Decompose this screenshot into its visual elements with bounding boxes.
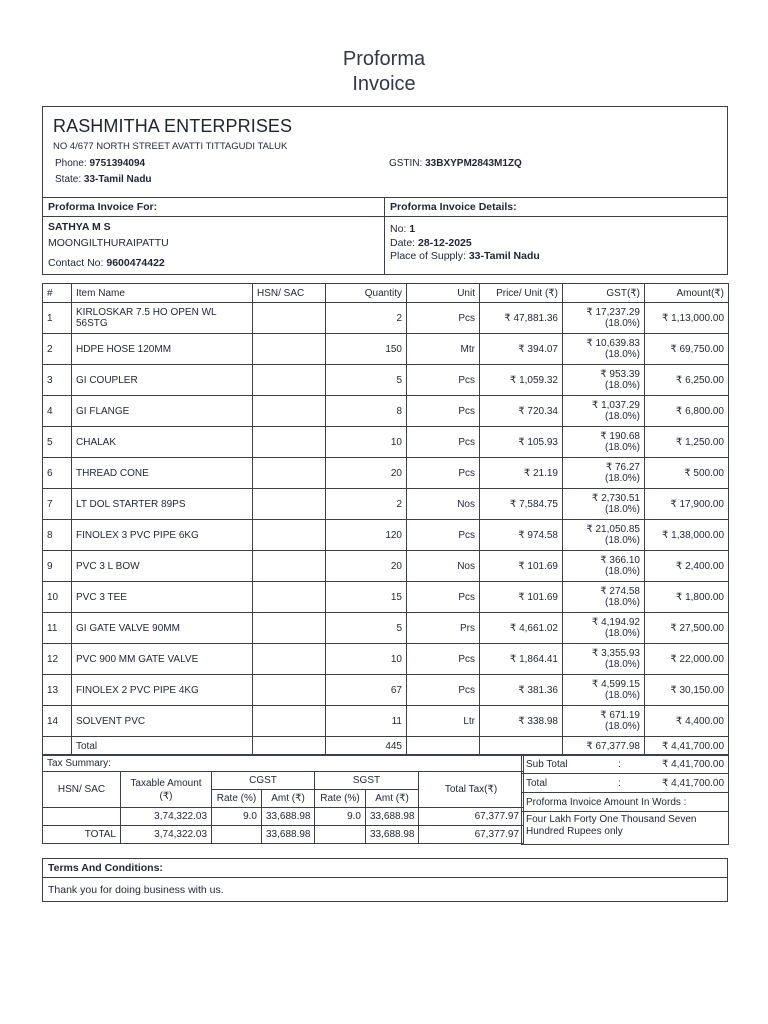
item-index: 4	[43, 396, 72, 427]
item-unit: Nos	[407, 551, 480, 582]
item-unit: Mtr	[407, 334, 480, 365]
subtotal-row	[522, 755, 729, 774]
item-gst-rate: (18.0%)	[604, 318, 640, 329]
item-amount: ₹ 1,38,000.00	[645, 520, 729, 551]
phone-label: Phone:	[55, 158, 87, 169]
tax-summary-table	[42, 754, 524, 844]
item-unit: Prs	[407, 613, 480, 644]
item-quantity: 2	[326, 303, 407, 334]
table-row	[43, 458, 729, 489]
item-amount: ₹ 2,400.00	[645, 551, 729, 582]
item-gst-rate: (18.0%)	[604, 535, 640, 546]
item-name: GI FLANGE	[72, 396, 253, 427]
item-gst-value: ₹ 2,730.51	[591, 493, 640, 504]
item-quantity: 11	[326, 706, 407, 737]
item-price: ₹ 21.19	[480, 458, 563, 489]
col-item-name: Item Name	[72, 284, 253, 303]
item-name: PVC 3 L BOW	[72, 551, 253, 582]
item-name: FINOLEX 2 PVC PIPE 4KG	[72, 675, 253, 706]
item-gst-rate: (18.0%)	[604, 721, 640, 732]
item-hsn	[253, 520, 326, 551]
item-gst-rate: (18.0%)	[604, 380, 640, 391]
item-amount: ₹ 1,800.00	[645, 582, 729, 613]
items-body	[43, 303, 729, 737]
tax-summary-heading: Tax Summary:	[43, 755, 524, 772]
company-address: NO 4/677 NORTH STREET AVATTI TITTAGUDI TALUK	[53, 141, 288, 152]
item-hsn	[253, 489, 326, 520]
item-index: 7	[43, 489, 72, 520]
item-quantity: 2	[326, 489, 407, 520]
item-price: ₹ 394.07	[480, 334, 563, 365]
item-amount: ₹ 500.00	[645, 458, 729, 489]
col-index: #	[43, 284, 72, 303]
item-amount: ₹ 17,900.00	[645, 489, 729, 520]
item-gst	[563, 458, 645, 489]
tax-total-sgst-rate	[315, 826, 366, 844]
item-gst-value: ₹ 21,050.85	[586, 524, 640, 535]
item-quantity: 20	[326, 458, 407, 489]
item-hsn	[253, 458, 326, 489]
item-quantity: 5	[326, 365, 407, 396]
grand-total-sep: :	[602, 774, 638, 793]
item-gst-rate: (18.0%)	[604, 597, 640, 608]
item-gst-value: ₹ 1,037.29	[591, 400, 640, 411]
item-unit: Pcs	[407, 365, 480, 396]
item-amount: ₹ 22,000.00	[645, 644, 729, 675]
tax-total-label: TOTAL	[43, 826, 121, 844]
item-unit: Nos	[407, 489, 480, 520]
terms-heading: Terms And Conditions:	[48, 862, 163, 874]
item-quantity: 10	[326, 427, 407, 458]
tax-row-hsn	[43, 808, 121, 826]
tax-total-cgst-amt: 33,688.98	[262, 826, 315, 844]
col-price: Price/ Unit (₹)	[480, 284, 563, 303]
words-heading-row	[522, 793, 729, 812]
sgst-rate-header: Rate (%)	[315, 790, 366, 808]
item-amount: ₹ 1,250.00	[645, 427, 729, 458]
item-gst	[563, 520, 645, 551]
item-amount: ₹ 27,500.00	[645, 613, 729, 644]
details-date	[390, 237, 472, 249]
total-index-cell	[43, 737, 72, 756]
no-value: 1	[409, 223, 416, 235]
table-row	[43, 303, 729, 334]
tax-row-taxable: 3,74,322.03	[121, 808, 212, 826]
item-unit: Pcs	[407, 644, 480, 675]
grand-total-label: Total	[522, 774, 602, 793]
item-gst	[563, 675, 645, 706]
item-hsn	[253, 427, 326, 458]
item-unit: Pcs	[407, 520, 480, 551]
grand-total-value: ₹ 4,41,700.00	[638, 774, 729, 793]
item-amount: ₹ 6,800.00	[645, 396, 729, 427]
bill-to-place: MOONGILTHURAIPATTU	[48, 237, 169, 249]
item-gst-value: ₹ 953.39	[600, 369, 640, 380]
item-gst-value: ₹ 76.27	[605, 462, 640, 473]
tax-total-sgst-amt: 33,688.98	[366, 826, 419, 844]
no-label: No:	[390, 223, 407, 235]
item-gst-rate: (18.0%)	[604, 442, 640, 453]
state-value: 33-Tamil Nadu	[83, 174, 152, 185]
subtotal-label: Sub Total	[522, 755, 602, 774]
item-gst	[563, 582, 645, 613]
item-name: LT DOL STARTER 89PS	[72, 489, 253, 520]
subtotal-sep: :	[602, 755, 638, 774]
supply-label: Place of Supply:	[390, 250, 466, 262]
items-total-label: Total	[72, 737, 253, 756]
item-gst-value: ₹ 10,639.83	[586, 338, 640, 349]
total-hsn-cell	[253, 737, 326, 756]
item-gst	[563, 551, 645, 582]
item-name: HDPE HOSE 120MM	[72, 334, 253, 365]
tax-col-cgst: CGST	[212, 772, 315, 790]
item-quantity: 20	[326, 551, 407, 582]
cgst-rate-header: Rate (%)	[212, 790, 262, 808]
item-hsn	[253, 644, 326, 675]
item-unit: Pcs	[407, 303, 480, 334]
details-heading: Proforma Invoice Details:	[390, 201, 517, 213]
item-price: ₹ 1,864.41	[480, 644, 563, 675]
item-gst-value: ₹ 671.19	[600, 710, 640, 721]
items-header-row	[43, 284, 729, 303]
table-row	[43, 365, 729, 396]
gstin-label: GSTIN:	[389, 158, 423, 169]
item-index: 14	[43, 706, 72, 737]
company-block	[42, 106, 728, 198]
item-index: 6	[43, 458, 72, 489]
tax-heading-row	[43, 755, 524, 772]
items-table	[42, 283, 729, 756]
page-title	[0, 47, 768, 97]
col-hsn: HSN/ SAC	[253, 284, 326, 303]
item-name: KIRLOSKAR 7.5 HO OPEN WL 56STG	[72, 303, 253, 334]
item-gst-rate: (18.0%)	[604, 566, 640, 577]
state-label: State:	[55, 174, 82, 185]
contact-label: Contact No:	[48, 257, 104, 269]
item-unit: Pcs	[407, 582, 480, 613]
amount-words-heading: Proforma Invoice Amount In Words :	[522, 793, 729, 812]
item-quantity: 15	[326, 582, 407, 613]
terms-header	[43, 859, 727, 878]
item-hsn	[253, 334, 326, 365]
item-price: ₹ 338.98	[480, 706, 563, 737]
item-unit: Ltr	[407, 706, 480, 737]
item-name: GI GATE VALVE 90MM	[72, 613, 253, 644]
supply-value: 33-Tamil Nadu	[468, 250, 540, 262]
total-price-cell	[480, 737, 563, 756]
item-name: PVC 900 MM GATE VALVE	[72, 644, 253, 675]
item-gst-rate: (18.0%)	[604, 690, 640, 701]
item-hsn	[253, 396, 326, 427]
item-hsn	[253, 613, 326, 644]
item-unit: Pcs	[407, 427, 480, 458]
item-index: 9	[43, 551, 72, 582]
total-row	[522, 774, 729, 793]
item-price: ₹ 974.58	[480, 520, 563, 551]
item-amount: ₹ 1,13,000.00	[645, 303, 729, 334]
item-gst-value: ₹ 366.10	[600, 555, 640, 566]
item-index: 12	[43, 644, 72, 675]
item-gst-value: ₹ 190.68	[600, 431, 640, 442]
item-gst	[563, 396, 645, 427]
table-row	[43, 706, 729, 737]
item-gst-value: ₹ 274.58	[600, 586, 640, 597]
tax-total-taxable: 3,74,322.03	[121, 826, 212, 844]
date-label: Date:	[390, 237, 416, 249]
item-gst-rate: (18.0%)	[604, 473, 640, 484]
company-state	[55, 174, 152, 185]
item-price: ₹ 101.69	[480, 551, 563, 582]
title-line-2: Invoice	[352, 73, 416, 95]
cgst-amt-header: Amt (₹)	[262, 790, 315, 808]
item-gst-rate: (18.0%)	[604, 411, 640, 422]
items-total-amount: ₹ 4,41,700.00	[645, 737, 729, 756]
item-index: 11	[43, 613, 72, 644]
tax-col-sgst: SGST	[315, 772, 419, 790]
table-row	[43, 489, 729, 520]
item-unit: Pcs	[407, 458, 480, 489]
tax-row-cgst-amt: 33,688.98	[262, 808, 315, 826]
items-total-row	[43, 737, 729, 756]
contact-value: 9600474422	[106, 257, 165, 269]
total-unit-cell	[407, 737, 480, 756]
item-quantity: 150	[326, 334, 407, 365]
item-name: SOLVENT PVC	[72, 706, 253, 737]
item-gst	[563, 427, 645, 458]
item-amount: ₹ 30,150.00	[645, 675, 729, 706]
tax-col-hsn: HSN/ SAC	[43, 772, 121, 808]
item-hsn	[253, 303, 326, 334]
item-price: ₹ 1,059.32	[480, 365, 563, 396]
item-gst-rate: (18.0%)	[604, 504, 640, 515]
details-no	[390, 223, 415, 235]
item-gst	[563, 644, 645, 675]
item-gst	[563, 365, 645, 396]
item-hsn	[253, 365, 326, 396]
col-quantity: Quantity	[326, 284, 407, 303]
item-price: ₹ 720.34	[480, 396, 563, 427]
item-index: 2	[43, 334, 72, 365]
item-quantity: 5	[326, 613, 407, 644]
item-amount: ₹ 69,750.00	[645, 334, 729, 365]
item-name: CHALAK	[72, 427, 253, 458]
item-price: ₹ 7,584.75	[480, 489, 563, 520]
item-gst	[563, 613, 645, 644]
item-hsn	[253, 706, 326, 737]
item-price: ₹ 101.69	[480, 582, 563, 613]
subtotal-value: ₹ 4,41,700.00	[638, 755, 729, 774]
item-hsn	[253, 551, 326, 582]
item-quantity: 8	[326, 396, 407, 427]
item-index: 5	[43, 427, 72, 458]
item-quantity: 120	[326, 520, 407, 551]
words-row	[522, 812, 729, 845]
item-gst-value: ₹ 4,194.92	[591, 617, 640, 628]
bill-to-contact	[48, 257, 165, 269]
parties-block	[42, 197, 728, 275]
item-gst	[563, 706, 645, 737]
bill-to-name: SATHYA M S	[48, 221, 111, 233]
item-amount: ₹ 6,250.00	[645, 365, 729, 396]
item-gst-value: ₹ 17,237.29	[586, 307, 640, 318]
items-total-qty: 445	[326, 737, 407, 756]
parties-divider	[384, 217, 385, 274]
table-row	[43, 675, 729, 706]
company-name: RASHMITHA ENTERPRISES	[53, 116, 293, 136]
item-price: ₹ 105.93	[480, 427, 563, 458]
table-row	[43, 582, 729, 613]
item-index: 8	[43, 520, 72, 551]
item-quantity: 67	[326, 675, 407, 706]
item-unit: Pcs	[407, 675, 480, 706]
item-name: PVC 3 TEE	[72, 582, 253, 613]
item-index: 3	[43, 365, 72, 396]
item-price: ₹ 381.36	[480, 675, 563, 706]
table-row	[43, 334, 729, 365]
item-amount: ₹ 4,400.00	[645, 706, 729, 737]
tax-col-total-tax: Total Tax(₹)	[419, 772, 524, 808]
items-total-gst: ₹ 67,377.98	[563, 737, 645, 756]
col-amount: Amount(₹)	[645, 284, 729, 303]
table-row	[43, 520, 729, 551]
item-gst-rate: (18.0%)	[604, 628, 640, 639]
tax-row-sgst-rate: 9.0	[315, 808, 366, 826]
table-row	[43, 613, 729, 644]
table-row	[43, 427, 729, 458]
gstin-value: 33BXYPM2843M1ZQ	[425, 158, 522, 169]
phone-value: 9751394094	[89, 158, 146, 169]
item-hsn	[253, 675, 326, 706]
item-name: THREAD CONE	[72, 458, 253, 489]
item-gst	[563, 489, 645, 520]
item-gst-value: ₹ 3,355.93	[591, 648, 640, 659]
item-price: ₹ 4,661.02	[480, 613, 563, 644]
item-price: ₹ 47,881.36	[480, 303, 563, 334]
totals-summary	[521, 754, 729, 845]
title-line-1: Proforma	[342, 48, 426, 70]
col-gst: GST(₹)	[563, 284, 645, 303]
tax-row-sgst-amt: 33,688.98	[366, 808, 419, 826]
table-row	[43, 644, 729, 675]
tax-row-total-tax: 67,377.97	[419, 808, 524, 826]
item-gst-value: ₹ 4,599.15	[591, 679, 640, 690]
tax-total-cgst-rate	[212, 826, 262, 844]
item-index: 1	[43, 303, 72, 334]
item-unit: Pcs	[407, 396, 480, 427]
terms-block	[42, 858, 728, 902]
item-index: 13	[43, 675, 72, 706]
bill-to-heading: Proforma Invoice For:	[48, 201, 158, 213]
item-name: GI COUPLER	[72, 365, 253, 396]
company-gstin	[389, 158, 522, 169]
col-unit: Unit	[407, 284, 480, 303]
item-gst	[563, 334, 645, 365]
details-header	[385, 198, 727, 217]
tax-data-row	[43, 808, 524, 826]
details-supply	[390, 250, 540, 262]
item-name: FINOLEX 3 PVC PIPE 6KG	[72, 520, 253, 551]
item-gst-rate: (18.0%)	[604, 349, 640, 360]
item-gst-rate: (18.0%)	[604, 659, 640, 670]
tax-row-cgst-rate: 9.0	[212, 808, 262, 826]
amount-in-words: Four Lakh Forty One Thousand Seven Hundred Rupees only	[522, 812, 729, 845]
bill-to-header	[43, 198, 385, 217]
sgst-amt-header: Amt (₹)	[366, 790, 419, 808]
item-index: 10	[43, 582, 72, 613]
company-phone	[55, 158, 145, 169]
tax-total-row	[43, 826, 524, 844]
tax-header-row-1	[43, 772, 524, 790]
table-row	[43, 551, 729, 582]
item-quantity: 10	[326, 644, 407, 675]
date-value: 28-12-2025	[418, 237, 472, 249]
terms-text: Thank you for doing business with us.	[48, 884, 224, 896]
tax-col-taxable: Taxable Amount (₹)	[121, 772, 212, 808]
item-gst	[563, 303, 645, 334]
item-hsn	[253, 582, 326, 613]
table-row	[43, 396, 729, 427]
tax-total-total-tax: 67,377.97	[419, 826, 524, 844]
